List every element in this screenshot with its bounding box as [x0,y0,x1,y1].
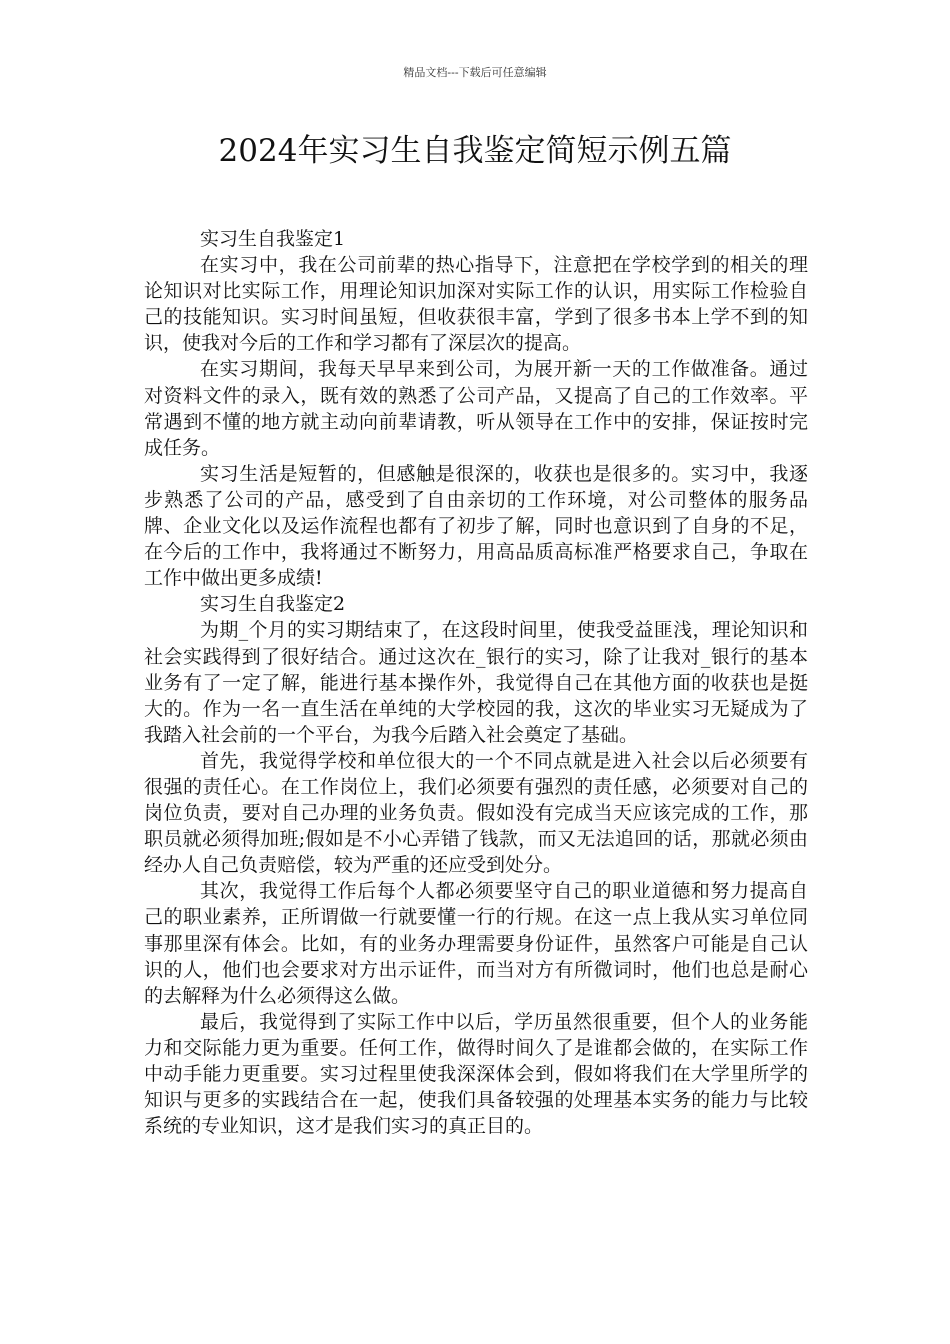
paragraph: 在实习期间，我每天早早来到公司，为展开新一天的工作做准备。通过对资料文件的录入，既有效的熟悉了公司产品，又提高了自己的工作效率。平常遇到不懂的地方就主动向前辈请教，听从领导在工作中的安排，保证按时完成任务。 [144,358,808,459]
paragraph: 实习生活是短暂的，但感触是很深的，收获也是很多的。实习中，我逐步熟悉了公司的产品，感受到了自由亲切的工作环境，对公司整体的服务品牌、企业文化以及运作流程也都有了初步了解，同时也意识到了自身的不足，在今后的工作中，我将通过不断努力，用高品质高标准严格要求自己，争取在工作中做出更多成绩! [144,462,808,590]
paragraph: 在实习中，我在公司前辈的热心指导下，注意把在学校学到的相关的理论知识对比实际工作，用理论知识加深对实际工作的认识，用实际工作检验自己的技能知识。实习时间虽短，但收获很丰富，学到了很多书本上学不到的知识，使我对今后的工作和学习都有了深层次的提高。 [144,254,808,355]
document-body [144,226,808,1139]
paragraph: 首先，我觉得学校和单位很大的一个不同点就是进入社会以后必须要有很强的责任心。在工作岗位上，我们必须要有强烈的责任感，必须要对自己的岗位负责，要对自己办理的业务负责。假如没有完成当天应该完成的工作，那职员就必须得加班;假如是不小心弄错了钱款，而又无法追回的话，那就必须由经办人自己负责赔偿，较为严重的还应受到处分。 [144,749,808,877]
paragraph: 最后，我觉得到了实际工作中以后，学历虽然很重要，但个人的业务能力和交际能力更为重要。任何工作，做得时间久了是谁都会做的，在实际工作中动手能力更重要。实习过程里使我深深体会到，假如将我们在大学里所学的知识与更多的实践结合在一起，使我们具备较强的处理基本实务的能力与比较系统的专业知识，这才是我们实习的真正目的。 [144,1010,808,1138]
document-title: 2024年实习生自我鉴定简短示例五篇 [218,133,732,169]
paragraph: 其次，我觉得工作后每个人都必须要坚守自己的职业道德和努力提高自己的职业素养，正所谓做一行就要懂一行的行规。在这一点上我从实习单位同事那里深有体会。比如，有的业务办理需要身份证件，虽然客户可能是自己认识的人，他们也会要求对方出示证件，而当对方有所微词时，他们也总是耐心的去解释为什么必须得这么做。 [144,880,808,1007]
paragraph: 为期_个月的实习期结束了，在这段时间里，使我受益匪浅，理论知识和社会实践得到了很好结合。通过这次在_银行的实习，除了让我对_银行的基本业务有了一定了解，能进行基本操作外，我觉得自己在其他方面的收获也是挺大的。作为一名一直生活在单纯的大学校园的我，这次的毕业实习无疑成为了我踏入社会前的一个平台，为我今后踏入社会奠定了基础。 [144,619,808,746]
section-heading-2: 实习生自我鉴定2 [200,593,346,616]
section-heading-1: 实习生自我鉴定1 [200,228,346,250]
header-note: 精品文档---下载后可任意编辑 [403,66,547,79]
